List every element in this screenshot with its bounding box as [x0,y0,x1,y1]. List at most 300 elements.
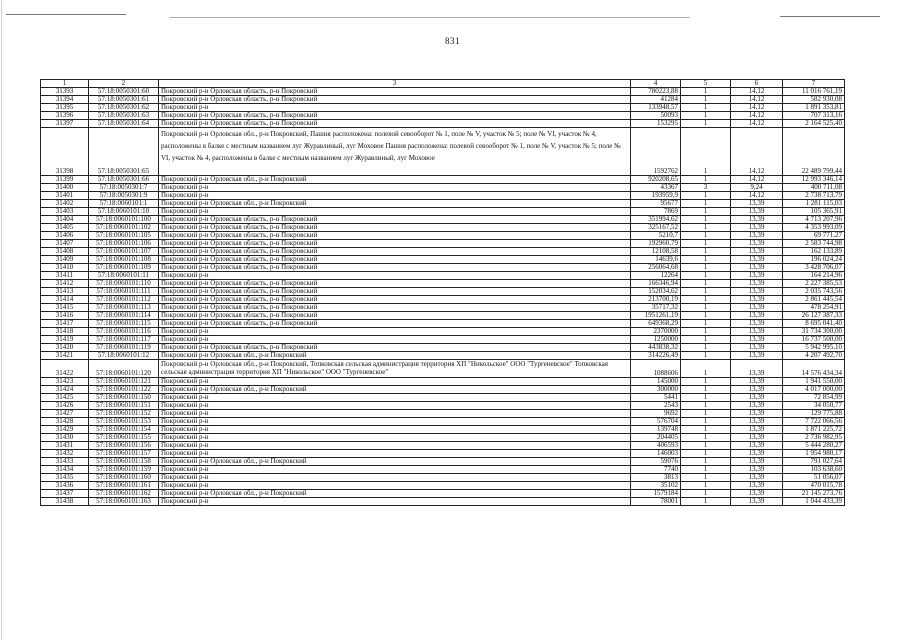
cadastral-number-cell: 57:18:0050301:60 [89,88,159,96]
cadastral-value-cell: 21 145 273,76 [783,490,845,498]
area-cell: 12264 [631,272,681,280]
table-row [41,216,845,224]
location-description-cell: Покровский р-н Орловская обл., р-н Покровский [159,490,631,498]
category-cell: 1 [681,208,731,216]
area-cell: 1250000 [631,336,681,344]
area-cell: 406593 [631,442,681,450]
row-number-cell: 31412 [41,280,89,288]
table-row [41,466,845,474]
rate-cell: 13,39 [731,352,783,360]
cadastral-number-cell: 57:18:0060101:122 [89,386,159,394]
table-row [41,296,845,304]
location-description-cell: Покровский р-н [159,466,631,474]
row-number-cell: 31398 [41,128,89,176]
rate-cell: 13,39 [731,200,783,208]
cadastral-value-cell: 1 871 225,72 [783,426,845,434]
cadastral-value-cell: 4 017 000,00 [783,386,845,394]
table-row [41,200,845,208]
area-cell: 1951261,19 [631,312,681,320]
table-row [41,312,845,320]
cadastral-value-cell: 4 713 207,96 [783,216,845,224]
row-number-cell: 31432 [41,450,89,458]
rate-cell: 13,39 [731,208,783,216]
cadastral-value-cell: 103 638,60 [783,466,845,474]
category-cell: 1 [681,216,731,224]
row-number-cell: 31417 [41,320,89,328]
table-row [41,104,845,112]
table-row [41,352,845,360]
row-number-cell: 31433 [41,458,89,466]
cadastral-value-cell: 2 736 982,95 [783,434,845,442]
area-cell: 5441 [631,394,681,402]
cadastral-number-cell: 57:18:0060101:105 [89,232,159,240]
rate-cell: 13,39 [731,232,783,240]
cadastral-value-cell: 1 044 433,39 [783,498,845,506]
cadastral-number-cell: 57:18:0060101:119 [89,344,159,352]
row-number-cell: 31396 [41,112,89,120]
rate-cell: 13,39 [731,336,783,344]
rate-cell: 13,39 [731,248,783,256]
column-header-1: 1 [41,80,89,88]
location-description-cell: Покровский р-н Орловская обл., р-н Покровский [159,386,631,394]
location-description-cell: Покровский р-н [159,418,631,426]
location-description-cell: Покровский р-н Орловская область, р-н Покровский [159,344,631,352]
row-number-cell: 31395 [41,104,89,112]
row-number-cell: 31400 [41,184,89,192]
area-cell: 1579184 [631,490,681,498]
rate-cell: 13,39 [731,426,783,434]
table-row [41,360,845,378]
table-row [41,418,845,426]
area-cell: 920208,65 [631,176,681,184]
rate-cell: 13,39 [731,280,783,288]
cadastral-number-cell: 57:18:0060101:153 [89,418,159,426]
area-cell: 351994,62 [631,216,681,224]
area-cell: 193959,9 [631,192,681,200]
row-number-cell: 31423 [41,378,89,386]
location-description-cell: Покровский р-н [159,442,631,450]
cadastral-number-cell: 57:18:0060101:115 [89,320,159,328]
location-description-cell: Покровский р-н Орловская область, р-н Покровский [159,232,631,240]
location-description-cell: Покровский р-н Орловская обл., р-н Покровский [159,176,631,184]
column-header-7: 7 [783,80,845,88]
cadastral-value-cell: 72 854,99 [783,394,845,402]
category-cell: 1 [681,434,731,442]
cadastral-number-cell: 57:18:0060101:162 [89,490,159,498]
row-number-cell: 31397 [41,120,89,128]
location-description-cell: Покровский р-н Орловская обл., р-н Покровский [159,352,631,360]
cadastral-number-cell: 57:18:0060101:108 [89,256,159,264]
category-cell: 1 [681,232,731,240]
location-description-cell: Покровский р-н [159,104,631,112]
cadastral-number-cell: 57:18:0050301:64 [89,120,159,128]
cadastral-value-cell: 11 016 761,19 [783,88,845,96]
area-cell: 576704 [631,418,681,426]
table-header-row [41,80,845,88]
table-row [41,386,845,394]
category-cell: 1 [681,474,731,482]
area-cell: 7869 [631,208,681,216]
cadastral-value-cell: 129 775,88 [783,410,845,418]
location-description-cell: Покровский р-н Орловская область, р-н Покровский [159,96,631,104]
row-number-cell: 31410 [41,264,89,272]
row-number-cell: 31415 [41,304,89,312]
location-description-cell: Покровский р-н [159,328,631,336]
table-row [41,378,845,386]
table-row [41,482,845,490]
cadastral-number-cell: 57:18:0060101:150 [89,394,159,402]
table-row [41,224,845,232]
rate-cell: 13,39 [731,394,783,402]
row-number-cell: 31436 [41,482,89,490]
category-cell: 1 [681,344,731,352]
rate-cell: 13,39 [731,466,783,474]
table-row [41,410,845,418]
table-row [41,112,845,120]
area-cell: 300000 [631,386,681,394]
category-cell: 1 [681,426,731,434]
cadastral-number-cell: 57:18:0050301:61 [89,96,159,104]
cadastral-number-cell: 57:18:0060101:158 [89,458,159,466]
category-cell: 1 [681,272,731,280]
cadastral-value-cell: 2 583 744,98 [783,240,845,248]
area-cell: 649368,29 [631,320,681,328]
location-description-cell: Покровский р-н Орловская область, р-н Покровский [159,264,631,272]
table-row [41,394,845,402]
table-row [41,336,845,344]
location-description-cell: Покровский р-н Орловская область, р-н Покровский [159,120,631,128]
category-cell: 1 [681,96,731,104]
cadastral-number-cell: 57:18:0060101:151 [89,402,159,410]
column-header-4: 4 [631,80,681,88]
cadastral-number-cell: 57:18:0060101:109 [89,264,159,272]
rate-cell: 13,39 [731,378,783,386]
cadastral-value-cell: 196 024,24 [783,256,845,264]
category-cell: 1 [681,176,731,184]
rate-cell: 13,39 [731,328,783,336]
table-row [41,288,845,296]
rate-cell: 13,39 [731,442,783,450]
row-number-cell: 31428 [41,418,89,426]
cadastral-number-cell: 57:18:0060101:12 [89,352,159,360]
table-row [41,240,845,248]
location-description-cell: Покровский р-н Орловская область, р-н Покровский [159,224,631,232]
rate-cell: 13,39 [731,272,783,280]
category-cell: 1 [681,490,731,498]
row-number-cell: 31416 [41,312,89,320]
area-cell: 146003 [631,450,681,458]
cadastral-number-cell: 57:18:0060101:154 [89,426,159,434]
row-number-cell: 31420 [41,344,89,352]
area-cell: 2543 [631,402,681,410]
row-number-cell: 31413 [41,288,89,296]
row-number-cell: 31394 [41,96,89,104]
row-number-cell: 31401 [41,192,89,200]
area-cell: 7740 [631,466,681,474]
category-cell: 1 [681,450,731,458]
area-cell: 314226,49 [631,352,681,360]
area-cell: 5210,7 [631,232,681,240]
area-cell: 50093 [631,112,681,120]
table-row [41,490,845,498]
cadastral-value-cell: 8 695 041,40 [783,320,845,328]
rate-cell: 14,12 [731,120,783,128]
category-cell: 1 [681,328,731,336]
area-cell: 41284 [631,96,681,104]
cadastral-number-cell: 57:18:0060101:163 [89,498,159,506]
table-row [41,280,845,288]
table-row [41,304,845,312]
cadastral-number-cell: 57:18:0060101:100 [89,216,159,224]
location-description-cell: Покровский р-н [159,378,631,386]
cadastral-value-cell: 7 722 066,56 [783,418,845,426]
category-cell: 1 [681,128,731,176]
area-cell: 59076 [631,458,681,466]
rate-cell: 13,39 [731,418,783,426]
location-description-cell: Покровский р-н [159,482,631,490]
category-cell: 1 [681,410,731,418]
rate-cell: 14,12 [731,128,783,176]
category-cell: 1 [681,482,731,490]
location-description-cell: Покровский р-н Орловская область, р-н Покровский [159,312,631,320]
rate-cell: 14,12 [731,96,783,104]
rate-cell: 14,12 [731,88,783,96]
table-row [41,426,845,434]
row-number-cell: 31405 [41,224,89,232]
rate-cell: 13,39 [731,312,783,320]
land-register-table [40,79,845,506]
location-description-cell: Покровский р-н Орловская обл., р-н Покровский, Топковская сельская администрация территория ХП "Никольское" ООО "Тургеневское" Топковская сельская администрация территория ХП "Никольское" ООО "Тургеневское" [159,360,631,378]
rate-cell: 13,39 [731,304,783,312]
cadastral-number-cell: 57:18:0050301:9 [89,192,159,200]
table-row [41,88,845,96]
category-cell: 1 [681,288,731,296]
area-cell: 325167,52 [631,224,681,232]
cadastral-number-cell: 57:18:0060101:1 [89,200,159,208]
cadastral-number-cell: 57:18:0060101:102 [89,224,159,232]
category-cell: 1 [681,458,731,466]
category-cell: 1 [681,104,731,112]
area-cell: 2370000 [631,328,681,336]
area-cell: 153295 [631,120,681,128]
row-number-cell: 31409 [41,256,89,264]
rate-cell: 14,12 [731,192,783,200]
rate-cell: 13,39 [731,296,783,304]
table-row [41,128,845,176]
column-header-5: 5 [681,80,731,88]
area-cell: 192960,79 [631,240,681,248]
location-description-cell: Покровский р-н Орловская обл., р-н Покровский [159,458,631,466]
cadastral-value-cell: 105 365,91 [783,208,845,216]
table-row [41,474,845,482]
rate-cell: 14,12 [731,104,783,112]
location-description-cell: Покровский р-н [159,394,631,402]
area-cell: 166346,94 [631,280,681,288]
area-cell: 213700,19 [631,296,681,304]
cadastral-value-cell: 5 942 995,10 [783,344,845,352]
cadastral-number-cell: 57:18:0060101:152 [89,410,159,418]
rate-cell: 14,12 [731,112,783,120]
rate-cell: 13,39 [731,458,783,466]
category-cell: 1 [681,320,731,328]
cadastral-number-cell: 57:18:0060101:113 [89,304,159,312]
row-number-cell: 31426 [41,402,89,410]
category-cell: 1 [681,200,731,208]
location-description-cell: Покровский р-н [159,336,631,344]
area-cell: 139748 [631,426,681,434]
category-cell: 1 [681,120,731,128]
row-number-cell: 31430 [41,434,89,442]
table-row [41,264,845,272]
cadastral-number-cell: 57:18:0060101:112 [89,296,159,304]
rate-cell: 13,39 [731,240,783,248]
location-description-cell: Покровский р-н [159,272,631,280]
table-row [41,272,845,280]
cadastral-value-cell: 34 050,77 [783,402,845,410]
rate-cell: 13,39 [731,264,783,272]
table-row [41,232,845,240]
area-cell: 14639,6 [631,256,681,264]
cadastral-number-cell: 57:18:0050301:7 [89,184,159,192]
area-cell: 780223,88 [631,88,681,96]
location-description-cell: Покровский р-н Орловская обл., р-н Покровский [159,200,631,208]
row-number-cell: 31404 [41,216,89,224]
cadastral-number-cell: 57:18:0060101:107 [89,248,159,256]
table-row [41,256,845,264]
rate-cell: 13,39 [731,450,783,458]
location-description-cell: Покровский р-н [159,184,631,192]
table-row [41,120,845,128]
scan-page-edge [1,0,2,640]
cadastral-value-cell: 51 056,07 [783,474,845,482]
category-cell: 1 [681,498,731,506]
area-cell: 95677 [631,200,681,208]
cadastral-value-cell: 69 771,27 [783,232,845,240]
location-description-cell: Покровский р-н [159,434,631,442]
category-cell: 1 [681,296,731,304]
cadastral-value-cell: 26 127 387,33 [783,312,845,320]
row-number-cell: 31406 [41,232,89,240]
category-cell: 1 [681,418,731,426]
rate-cell: 13,39 [731,320,783,328]
row-number-cell: 31425 [41,394,89,402]
category-cell: 1 [681,336,731,344]
rate-cell: 13,39 [731,434,783,442]
rate-cell: 13,39 [731,498,783,506]
cadastral-value-cell: 12 993 346,14 [783,176,845,184]
rate-cell: 13,39 [731,344,783,352]
table-row [41,96,845,104]
area-cell: 3813 [631,474,681,482]
column-header-3: 3 [159,80,631,88]
row-number-cell: 31438 [41,498,89,506]
cadastral-number-cell: 57:18:0060101:11 [89,272,159,280]
cadastral-number-cell: 57:18:0060101:114 [89,312,159,320]
row-number-cell: 31421 [41,352,89,360]
rate-cell: 13,39 [731,386,783,394]
category-cell: 1 [681,88,731,96]
location-description-cell: Покровский р-н Орловская область, р-н Покровский [159,288,631,296]
category-cell: 1 [681,442,731,450]
location-description-cell: Покровский р-н [159,474,631,482]
category-cell: 1 [681,352,731,360]
table-row [41,320,845,328]
page-number: 831 [445,36,460,46]
area-cell: 35717,32 [631,304,681,312]
location-description-cell: Покровский р-н [159,208,631,216]
area-cell: 204405 [631,434,681,442]
cadastral-number-cell: 57:18:0050301:63 [89,112,159,120]
column-header-6: 6 [731,80,783,88]
row-number-cell: 31424 [41,386,89,394]
cadastral-number-cell: 57:18:0060101:161 [89,482,159,490]
cadastral-value-cell: 4 207 492,70 [783,352,845,360]
area-cell: 43367 [631,184,681,192]
location-description-cell: Покровский р-н Орловская область, р-н Покровский [159,280,631,288]
row-number-cell: 31411 [41,272,89,280]
row-number-cell: 31403 [41,208,89,216]
table-row [41,208,845,216]
cadastral-value-cell: 2 861 445,54 [783,296,845,304]
row-number-cell: 31408 [41,248,89,256]
rate-cell: 13,39 [731,224,783,232]
cadastral-value-cell: 1 281 115,03 [783,200,845,208]
rate-cell: 13,39 [731,490,783,498]
category-cell: 1 [681,224,731,232]
table-row [41,192,845,200]
scan-artifact-line [170,17,690,18]
category-cell: 1 [681,248,731,256]
cadastral-number-cell: 57:18:0060101:159 [89,466,159,474]
category-cell: 1 [681,264,731,272]
cadastral-value-cell: 3 428 706,07 [783,264,845,272]
cadastral-value-cell: 707 313,16 [783,112,845,120]
cadastral-value-cell: 162 133,89 [783,248,845,256]
cadastral-value-cell: 791 027,64 [783,458,845,466]
table-row [41,442,845,450]
area-cell: 133948,57 [631,104,681,112]
rate-cell: 13,39 [731,474,783,482]
cadastral-value-cell: 2 164 525,40 [783,120,845,128]
cadastral-value-cell: 2 227 385,53 [783,280,845,288]
location-description-cell: Покровский р-н Орловская область, р-н Покровский [159,88,631,96]
category-cell: 1 [681,466,731,474]
category-cell: 1 [681,112,731,120]
cadastral-number-cell: 57:18:0050301:66 [89,176,159,184]
table-row [41,328,845,336]
row-number-cell: 31414 [41,296,89,304]
row-number-cell: 31429 [41,426,89,434]
table-row [41,458,845,466]
category-cell: 1 [681,378,731,386]
cadastral-number-cell: 57:18:0060101:10 [89,208,159,216]
row-number-cell: 31435 [41,474,89,482]
rate-cell: 13,39 [731,410,783,418]
cadastral-value-cell: 1 954 980,17 [783,450,845,458]
location-description-cell: Покровский р-н Орловская область, р-н Покровский [159,320,631,328]
location-description-cell: Покровский р-н Орловская область, р-н Покровский [159,112,631,120]
table-body [41,88,845,506]
cadastral-number-cell: 57:18:0050301:65 [89,128,159,176]
column-header-2: 2 [89,80,159,88]
cadastral-value-cell: 478 254,91 [783,304,845,312]
area-cell: 443838,32 [631,344,681,352]
cadastral-number-cell: 57:18:0060101:156 [89,442,159,450]
location-description-cell: Покровский р-н [159,192,631,200]
table-row [41,498,845,506]
table-row [41,184,845,192]
category-cell: 1 [681,192,731,200]
